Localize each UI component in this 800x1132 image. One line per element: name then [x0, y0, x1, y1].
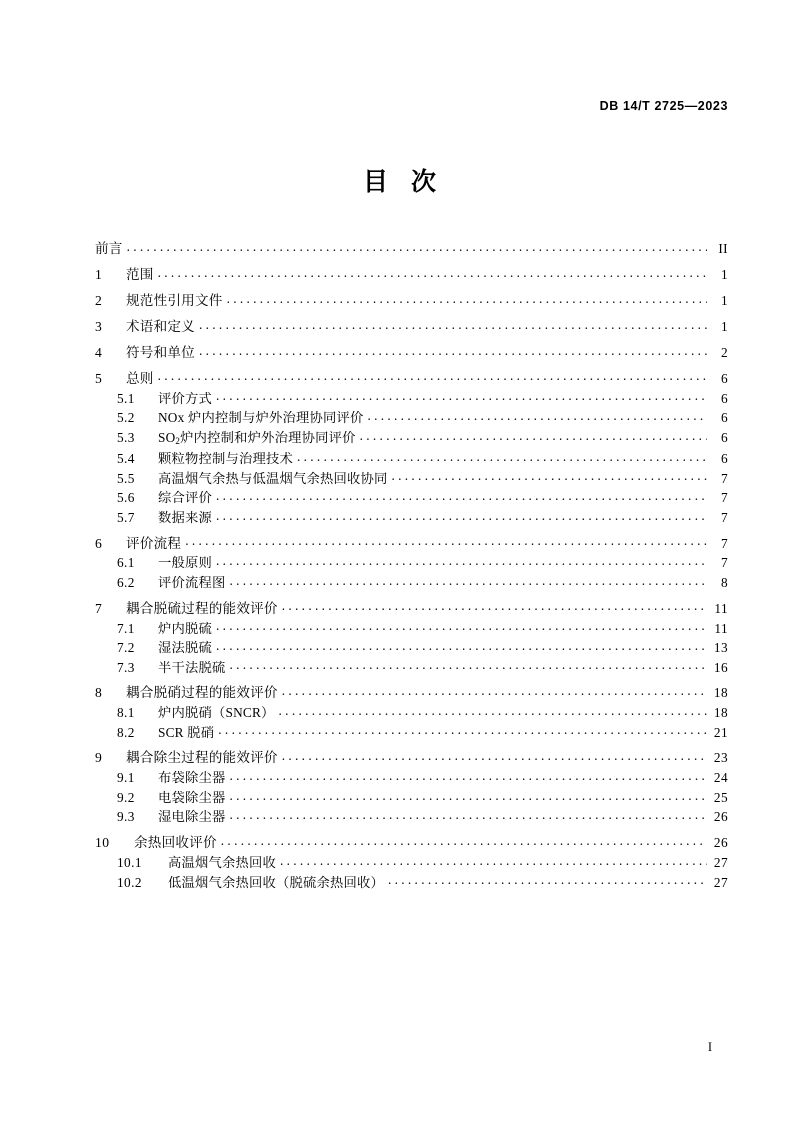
toc-dot-leader	[221, 834, 707, 847]
toc-entry-label: 余热回收评价	[134, 835, 217, 851]
toc-entry-label: SCR 脱硝	[158, 724, 215, 740]
toc-entry-label: 炉内脱硫	[158, 620, 212, 636]
toc-entry-label: NOx 炉内控制与炉外治理协同评价	[158, 410, 364, 426]
toc-entry-number: 9.1	[117, 770, 135, 786]
toc-entry-page-number: 23	[713, 750, 728, 766]
toc-dot-leader	[229, 808, 707, 821]
toc-entry-number: 10.1	[117, 854, 142, 870]
toc-entry-number: 9.3	[117, 809, 135, 825]
toc-entry-page-number: 6	[720, 370, 728, 386]
toc-entry-page-number: 7	[720, 470, 728, 486]
toc-entry-number: 9.2	[117, 789, 135, 805]
toc-entry-page-number: 6	[720, 410, 728, 426]
toc-dot-leader	[216, 509, 707, 522]
toc-entry-label: 颗粒物控制与治理技术	[158, 451, 293, 467]
toc-entry-number: 10	[95, 835, 110, 851]
toc-dot-leader	[229, 769, 707, 782]
toc-entry-page-number: 11	[714, 600, 728, 616]
toc-entry-label: 高温烟气余热回收	[168, 854, 276, 870]
toc-entry-label: 电袋除尘器	[158, 789, 226, 805]
toc-entry[interactable]	[95, 429, 728, 446]
toc-entry-number: 7.2	[117, 640, 135, 656]
toc-entry[interactable]	[95, 292, 728, 308]
toc-entry-number: 6.1	[117, 555, 135, 571]
toc-entry-number: 4	[95, 344, 103, 360]
toc-entry[interactable]	[95, 684, 728, 700]
toc-entry[interactable]	[95, 854, 728, 870]
toc-entry-label: 评价方式	[158, 390, 212, 406]
toc-entry-label: 符号和单位	[126, 344, 195, 360]
toc-entry-label: 湿法脱硫	[158, 640, 212, 656]
toc-entry-number: 8.1	[117, 705, 135, 721]
toc-entry-page-number: 26	[713, 835, 728, 851]
toc-entry-number: 6	[95, 535, 103, 551]
toc-entry-page-number: 7	[720, 535, 728, 551]
toc-entry[interactable]	[95, 409, 728, 425]
toc-dot-leader	[229, 574, 707, 587]
toc-entry[interactable]	[95, 240, 728, 256]
toc-entry[interactable]	[95, 639, 728, 655]
toc-dot-leader	[216, 389, 707, 402]
toc-entry-page-number: 1	[720, 318, 728, 334]
toc-entry-number: 10.2	[117, 874, 142, 890]
toc-dot-leader	[218, 723, 707, 736]
toc-entry-page-number: 7	[720, 555, 728, 571]
toc-entry-number: 5.7	[117, 509, 135, 525]
toc-dot-leader	[229, 658, 707, 671]
toc-entry[interactable]	[95, 489, 728, 505]
toc-entry-label: 高温烟气余热与低温烟气余热回收协同	[158, 470, 388, 486]
toc-entry-label: 范围	[126, 267, 154, 283]
toc-dot-leader	[216, 639, 707, 652]
toc-entry-page-number: 6	[720, 429, 728, 445]
toc-dot-leader	[388, 873, 707, 886]
toc-entry-number: 5.1	[117, 390, 135, 406]
toc-entry-page-number: 8	[720, 575, 728, 591]
toc-entry-label: 耦合除尘过程的能效评价	[126, 750, 278, 766]
page-title-char-2: 次	[411, 167, 438, 196]
toc-entry-page-number: 6	[720, 451, 728, 467]
toc-entry-page-number: 27	[713, 854, 728, 870]
toc-entry-label: 湿电除尘器	[158, 809, 226, 825]
table-of-contents	[95, 240, 728, 889]
toc-entry-label: 低温烟气余热回收（脱硫余热回收）	[168, 874, 384, 890]
toc-dot-leader	[391, 469, 707, 482]
toc-dot-leader	[227, 292, 707, 305]
toc-entry-page-number: 7	[720, 509, 728, 525]
toc-dot-leader	[282, 684, 707, 697]
toc-dot-leader	[367, 409, 707, 422]
toc-dot-leader	[282, 599, 707, 612]
page-title-char-1: 目	[362, 167, 389, 196]
toc-dot-leader	[279, 704, 707, 717]
toc-entry-page-number: 24	[713, 770, 728, 786]
toc-entry-label: 规范性引用文件	[126, 293, 223, 309]
toc-entry-label: 耦合脱硝过程的能效评价	[126, 685, 278, 701]
toc-entry[interactable]	[95, 266, 728, 282]
toc-dot-leader	[216, 489, 707, 502]
toc-entry-page-number: 26	[713, 809, 728, 825]
toc-entry-label: 炉内脱硝（SNCR）	[158, 705, 275, 721]
toc-entry-label: 综合评价	[158, 490, 212, 506]
toc-entry-number: 8	[95, 685, 103, 701]
toc-dot-leader	[360, 429, 707, 442]
toc-entry-number: 1	[95, 267, 103, 283]
toc-entry-number: 8.2	[117, 724, 135, 740]
toc-entry-page-number: 18	[713, 705, 728, 721]
toc-entry-number: 5	[95, 370, 103, 386]
toc-entry-number: 7	[95, 600, 103, 616]
toc-entry-number: 5.4	[117, 451, 135, 467]
toc-entry-page-number: 16	[713, 659, 728, 675]
toc-entry[interactable]	[95, 599, 728, 615]
toc-entry-label: 评价流程	[126, 535, 182, 551]
toc-entry-page-number: 27	[713, 874, 728, 890]
toc-entry-label: 耦合脱硫过程的能效评价	[126, 600, 278, 616]
toc-entry-page-number: 11	[714, 620, 728, 636]
toc-entry-number: 5.3	[117, 429, 135, 445]
toc-dot-leader	[199, 318, 707, 331]
toc-entry[interactable]	[95, 808, 728, 824]
toc-entry-label: 前言	[95, 241, 123, 257]
toc-dot-leader	[199, 344, 707, 357]
toc-dot-leader	[216, 554, 707, 567]
toc-entry[interactable]	[95, 574, 728, 590]
toc-entry[interactable]	[95, 749, 728, 765]
toc-entry-number: 5.6	[117, 490, 135, 506]
toc-entry[interactable]	[95, 344, 728, 360]
toc-entry-page-number: 2	[720, 344, 728, 360]
toc-dot-leader	[185, 534, 707, 547]
toc-dot-leader	[280, 854, 707, 867]
toc-dot-leader	[216, 619, 707, 632]
toc-entry[interactable]	[95, 554, 728, 570]
toc-entry[interactable]	[95, 389, 728, 405]
page-title	[0, 162, 800, 198]
toc-dot-leader	[158, 266, 707, 279]
toc-entry[interactable]	[95, 450, 728, 466]
toc-entry-page-number: 6	[720, 390, 728, 406]
toc-entry[interactable]	[95, 369, 728, 385]
toc-entry-page-number: 13	[713, 640, 728, 656]
toc-entry-page-number: 25	[713, 789, 728, 805]
toc-entry-page-number: 1	[720, 293, 728, 309]
toc-entry[interactable]	[95, 789, 728, 805]
toc-dot-leader	[127, 240, 707, 253]
toc-entry-label: 半干法脱硫	[158, 659, 226, 675]
page-folio: I	[707, 1040, 712, 1054]
toc-entry[interactable]	[95, 834, 728, 850]
toc-entry[interactable]	[95, 658, 728, 674]
toc-dot-leader	[297, 450, 707, 463]
toc-entry[interactable]	[95, 469, 728, 485]
toc-entry[interactable]	[95, 769, 728, 785]
toc-entry[interactable]	[95, 619, 728, 635]
toc-dot-leader	[158, 369, 707, 382]
toc-entry-page-number: 18	[713, 685, 728, 701]
toc-dot-leader	[229, 789, 707, 802]
toc-entry-number: 6.2	[117, 575, 135, 591]
toc-entry-label: 评价流程图	[158, 575, 226, 591]
toc-entry-label: 布袋除尘器	[158, 770, 226, 786]
toc-entry-label: $SO_2$炉内控制和炉外治理协同评价	[158, 429, 356, 446]
toc-entry-label: 术语和定义	[126, 318, 195, 334]
toc-entry[interactable]	[95, 509, 728, 525]
toc-entry-page-number: II	[718, 241, 728, 257]
toc-entry-number: 3	[95, 318, 103, 334]
toc-entry[interactable]	[95, 704, 728, 720]
toc-entry-label: 总则	[126, 370, 154, 386]
toc-entry-number: 2	[95, 293, 103, 309]
toc-entry-number: 7.1	[117, 620, 135, 636]
toc-entry-page-number: 21	[713, 724, 728, 740]
toc-entry-number: 5.2	[117, 410, 135, 426]
toc-entry-number: 7.3	[117, 659, 135, 675]
toc-dot-leader	[282, 749, 707, 762]
toc-entry-label: 一般原则	[158, 555, 212, 571]
toc-entry-label: 数据来源	[158, 509, 212, 525]
standard-number-header: DB 14/T 2725—2023	[599, 99, 728, 113]
toc-entry[interactable]	[95, 723, 728, 739]
toc-entry-page-number: 7	[720, 490, 728, 506]
toc-entry-page-number: 1	[720, 267, 728, 283]
toc-entry-number: 5.5	[117, 470, 135, 486]
toc-entry[interactable]	[95, 534, 728, 550]
toc-entry-number: 9	[95, 750, 103, 766]
toc-entry[interactable]	[95, 873, 728, 889]
toc-entry[interactable]	[95, 318, 728, 334]
